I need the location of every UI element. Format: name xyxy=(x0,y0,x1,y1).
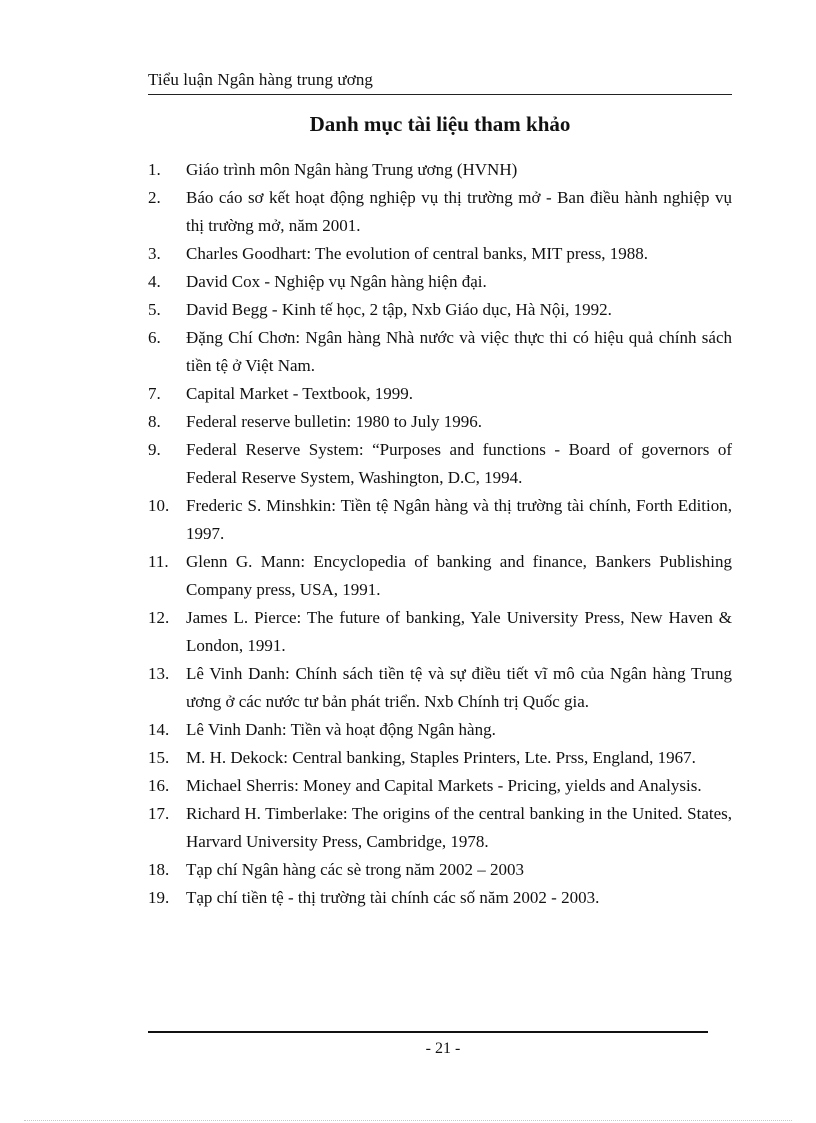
reference-item xyxy=(148,800,732,856)
reference-item xyxy=(148,716,732,744)
reference-number: 16. xyxy=(148,776,170,795)
reference-number: 6. xyxy=(148,328,161,347)
reference-number: 7. xyxy=(148,384,161,403)
reference-text: Giáo trình môn Ngân hàng Trung ương (HVNH) xyxy=(186,160,518,179)
reference-item xyxy=(148,240,732,268)
reference-number: 11. xyxy=(148,552,169,571)
reference-item xyxy=(148,184,732,240)
reference-text: Federal reserve bulletin: 1980 to July 1996. xyxy=(186,412,483,431)
reference-text: Glenn G. Mann: Encyclopedia of banking and finance, Bankers Publishing Company press, USA, 1991. xyxy=(186,552,732,599)
reference-text: Frederic S. Minshkin: Tiền tệ Ngân hàng và thị trường tài chính, Forth Edition, 1997. xyxy=(186,496,732,543)
reference-number: 5. xyxy=(148,300,161,319)
reference-item xyxy=(148,324,732,380)
reference-item xyxy=(148,604,732,660)
reference-number: 4. xyxy=(148,272,161,291)
reference-item xyxy=(148,772,732,800)
reference-list xyxy=(148,156,732,912)
reference-item xyxy=(148,408,732,436)
reference-item xyxy=(148,156,732,184)
reference-text: Charles Goodhart: The evolution of central banks, MIT press, 1988. xyxy=(186,244,649,263)
page-edge-divider xyxy=(24,1120,792,1121)
reference-item xyxy=(148,268,732,296)
reference-text: Richard H. Timberlake: The origins of the central banking in the United. States, Harvard University Press, Cambridge, 1978. xyxy=(186,804,732,851)
reference-number: 18. xyxy=(148,860,170,879)
reference-text: Lê Vinh Danh: Chính sách tiền tệ và sự điều tiết vĩ mô của Ngân hàng Trung ương ở các nước tư bản phát triển. Nxb Chính trị Quốc gia. xyxy=(186,664,732,711)
reference-number: 2. xyxy=(148,188,161,207)
reference-number: 14. xyxy=(148,720,170,739)
reference-item xyxy=(148,380,732,408)
reference-text: Đặng Chí Chơn: Ngân hàng Nhà nước và việc thực thi có hiệu quả chính sách tiền tệ ở Việt Nam. xyxy=(186,328,732,375)
reference-text: Michael Sherris: Money and Capital Markets - Pricing, yields and Analysis. xyxy=(186,776,702,795)
reference-number: 19. xyxy=(148,888,170,907)
reference-number: 8. xyxy=(148,412,161,431)
reference-text: Capital Market - Textbook, 1999. xyxy=(186,384,414,403)
reference-text: Lê Vinh Danh: Tiền và hoạt động Ngân hàng. xyxy=(186,720,496,739)
reference-text: Tạp chí tiền tệ - thị trường tài chính các số năm 2002 - 2003. xyxy=(186,888,600,907)
reference-item xyxy=(148,492,732,548)
reference-number: 3. xyxy=(148,244,161,263)
reference-text: Federal Reserve System: “Purposes and functions - Board of governors of Federal Reserve System, Washington, D.C, 1994. xyxy=(186,440,732,487)
reference-number: 9. xyxy=(148,440,161,459)
running-header-title: Tiểu luận Ngân hàng trung ương xyxy=(148,70,374,89)
reference-number: 10. xyxy=(148,496,170,515)
page-title: Danh mục tài liệu tham khảo xyxy=(309,112,571,136)
reference-item xyxy=(148,436,732,492)
reference-text: David Cox - Nghiệp vụ Ngân hàng hiện đại. xyxy=(186,272,487,291)
reference-text: M. H. Dekock: Central banking, Staples Printers, Lte. Prss, England, 1967. xyxy=(186,748,696,767)
reference-number: 15. xyxy=(148,748,170,767)
reference-item xyxy=(148,660,732,716)
reference-item xyxy=(148,884,732,912)
reference-number: 1. xyxy=(148,160,161,179)
reference-item xyxy=(148,856,732,884)
page-number: - 21 - xyxy=(425,1040,461,1057)
reference-text: David Begg - Kinh tế học, 2 tập, Nxb Giáo dục, Hà Nội, 1992. xyxy=(186,300,612,319)
footer-divider xyxy=(148,1031,708,1033)
reference-number: 13. xyxy=(148,664,170,683)
reference-text: Tạp chí Ngân hàng các sè trong năm 2002 – 2003 xyxy=(186,860,525,879)
reference-item xyxy=(148,548,732,604)
reference-text: Báo cáo sơ kết hoạt động nghiệp vụ thị trường mở - Ban điều hành nghiệp vụ thị trường mở, năm 2001. xyxy=(186,188,732,235)
reference-number: 12. xyxy=(148,608,170,627)
reference-number: 17. xyxy=(148,804,170,823)
running-header xyxy=(148,68,732,95)
reference-item xyxy=(148,744,732,772)
reference-text: James L. Pierce: The future of banking, Yale University Press, New Haven & London, 1991. xyxy=(186,608,732,655)
reference-item xyxy=(148,296,732,324)
